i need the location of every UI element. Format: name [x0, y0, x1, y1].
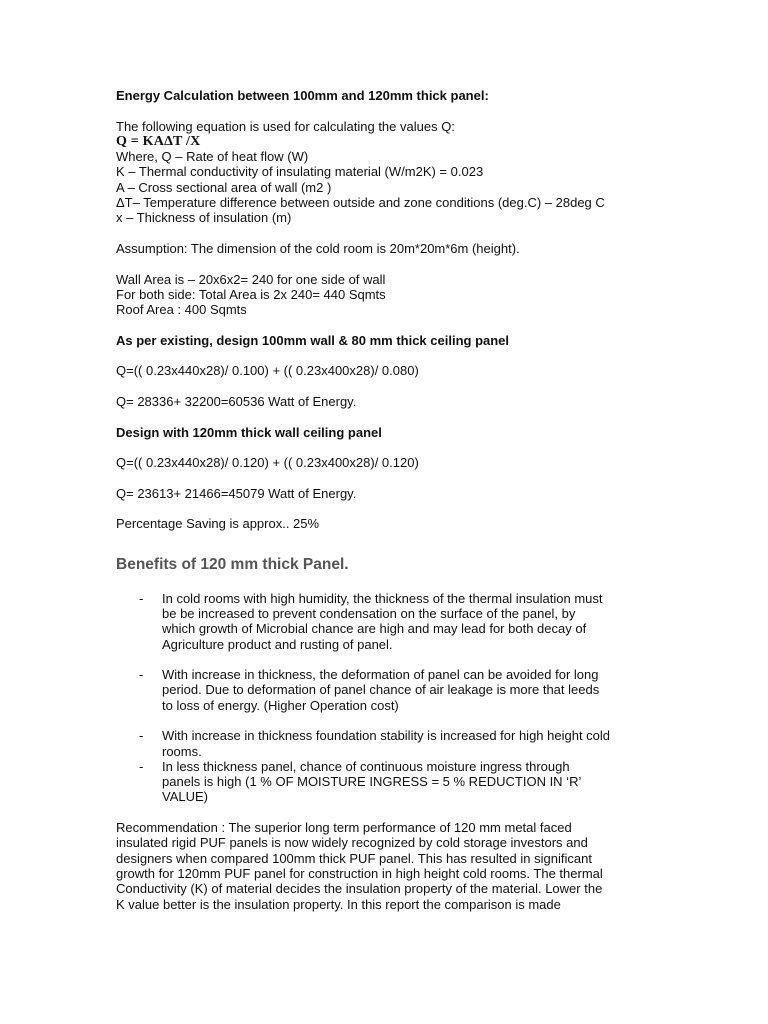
benefit-line: VALUE)	[162, 789, 208, 805]
bullet-dash: -	[139, 758, 144, 774]
bullet-dash: -	[139, 667, 144, 683]
list-spacer	[116, 713, 676, 728]
design-120-result: Q= 23613+ 21466=45079 Watt of Energy.	[116, 485, 357, 501]
area-list	[116, 272, 676, 318]
benefit-line: Agriculture product and rusting of panel.	[162, 636, 393, 652]
bullet-dash: -	[139, 728, 144, 744]
recommendation-line: insulated rigid PUF panels is now widely recognized by cold storage investors and	[116, 835, 588, 851]
recommendation-paragraph	[116, 820, 676, 912]
design-120-formula: Q=(( 0.23x440x28)/ 0.120) + (( 0.23x400x28)/ 0.120)	[116, 455, 419, 471]
existing-design-result: Q= 28336+ 32200=60536 Watt of Energy.	[116, 393, 357, 409]
benefit-item	[116, 759, 676, 805]
definition-line: K – Thermal conductivity of insulating material (W/m2K) = 0.023	[116, 164, 484, 180]
benefits-heading: Benefits of 120 mm thick Panel.	[116, 555, 349, 573]
area-line: For both side: Total Area is 2x 240= 440 Sqmts	[116, 286, 386, 302]
area-line: Roof Area : 400 Sqmts	[116, 302, 247, 318]
benefit-line: In less thickness panel, chance of continuous moisture ingress through	[162, 758, 570, 774]
document-page	[116, 88, 676, 912]
intro-text: The following equation is used for calculating the values Q:	[116, 118, 455, 134]
definition-line: Where, Q – Rate of heat flow (W)	[116, 149, 309, 165]
recommendation-line: K value better is the insulation property. In this report the comparison is made	[116, 896, 561, 912]
list-spacer	[116, 652, 676, 667]
benefit-line: rooms.	[162, 743, 202, 759]
recommendation-line: Recommendation : The superior long term performance of 120 mm metal faced	[116, 820, 572, 836]
benefit-item	[116, 728, 676, 759]
benefit-line: which growth of Microbial chance are high and may lead for both decay of	[162, 621, 587, 637]
benefit-line: period. Due to deformation of panel chance of air leakage is more that leeds	[162, 682, 600, 698]
definitions-list	[116, 149, 676, 225]
definition-line: A – Cross sectional area of wall (m2 )	[116, 179, 332, 195]
benefit-line: be be increased to prevent condensation on the surface of the panel, by	[162, 605, 576, 621]
design-120-heading: Design with 120mm thick wall ceiling panel	[116, 424, 382, 440]
benefit-item	[116, 667, 676, 713]
definition-line: x – Thickness of insulation (m)	[116, 210, 292, 226]
existing-design-heading: As per existing, design 100mm wall & 80 mm thick ceiling panel	[116, 332, 510, 348]
assumption-text: Assumption: The dimension of the cold room is 20m*20m*6m (height).	[116, 240, 520, 256]
area-line: Wall Area is – 20x6x2= 240 for one side of wall	[116, 271, 386, 287]
benefit-line: With increase in thickness foundation stability is increased for high height cold	[162, 728, 611, 744]
benefits-list	[116, 591, 676, 805]
benefit-line: With increase in thickness, the deformation of panel can be avoided for long	[162, 667, 599, 683]
recommendation-line: Conductivity (K) of material decides the insulation property of the material. Lower the	[116, 881, 603, 897]
saving-text: Percentage Saving is approx.. 25%	[116, 516, 320, 532]
bullet-dash: -	[139, 590, 144, 606]
benefit-line: panels is high (1 % OF MOISTURE INGRESS = 5 % REDUCTION IN ‘R’	[162, 774, 582, 790]
benefit-line: to loss of energy. (Higher Operation cost)	[162, 697, 399, 713]
benefit-line: In cold rooms with high humidity, the thickness of the thermal insulation must	[162, 590, 603, 606]
page-title: Energy Calculation between 100mm and 120mm thick panel:	[116, 88, 489, 103]
existing-design-formula: Q=(( 0.23x440x28)/ 0.100) + (( 0.23x400x28)/ 0.080)	[116, 363, 419, 379]
definition-line: ΔT– Temperature difference between outside and zone conditions (deg.C) – 28deg C	[116, 195, 605, 211]
recommendation-line: growth for 120mm PUF panel for construction in high height cold rooms. The thermal	[116, 865, 603, 881]
benefit-item	[116, 591, 676, 652]
heat-flow-equation: Q = KAΔT /X	[116, 133, 201, 149]
recommendation-line: designers when compared 100mm thick PUF panel. This has resulted in significant	[116, 850, 592, 866]
